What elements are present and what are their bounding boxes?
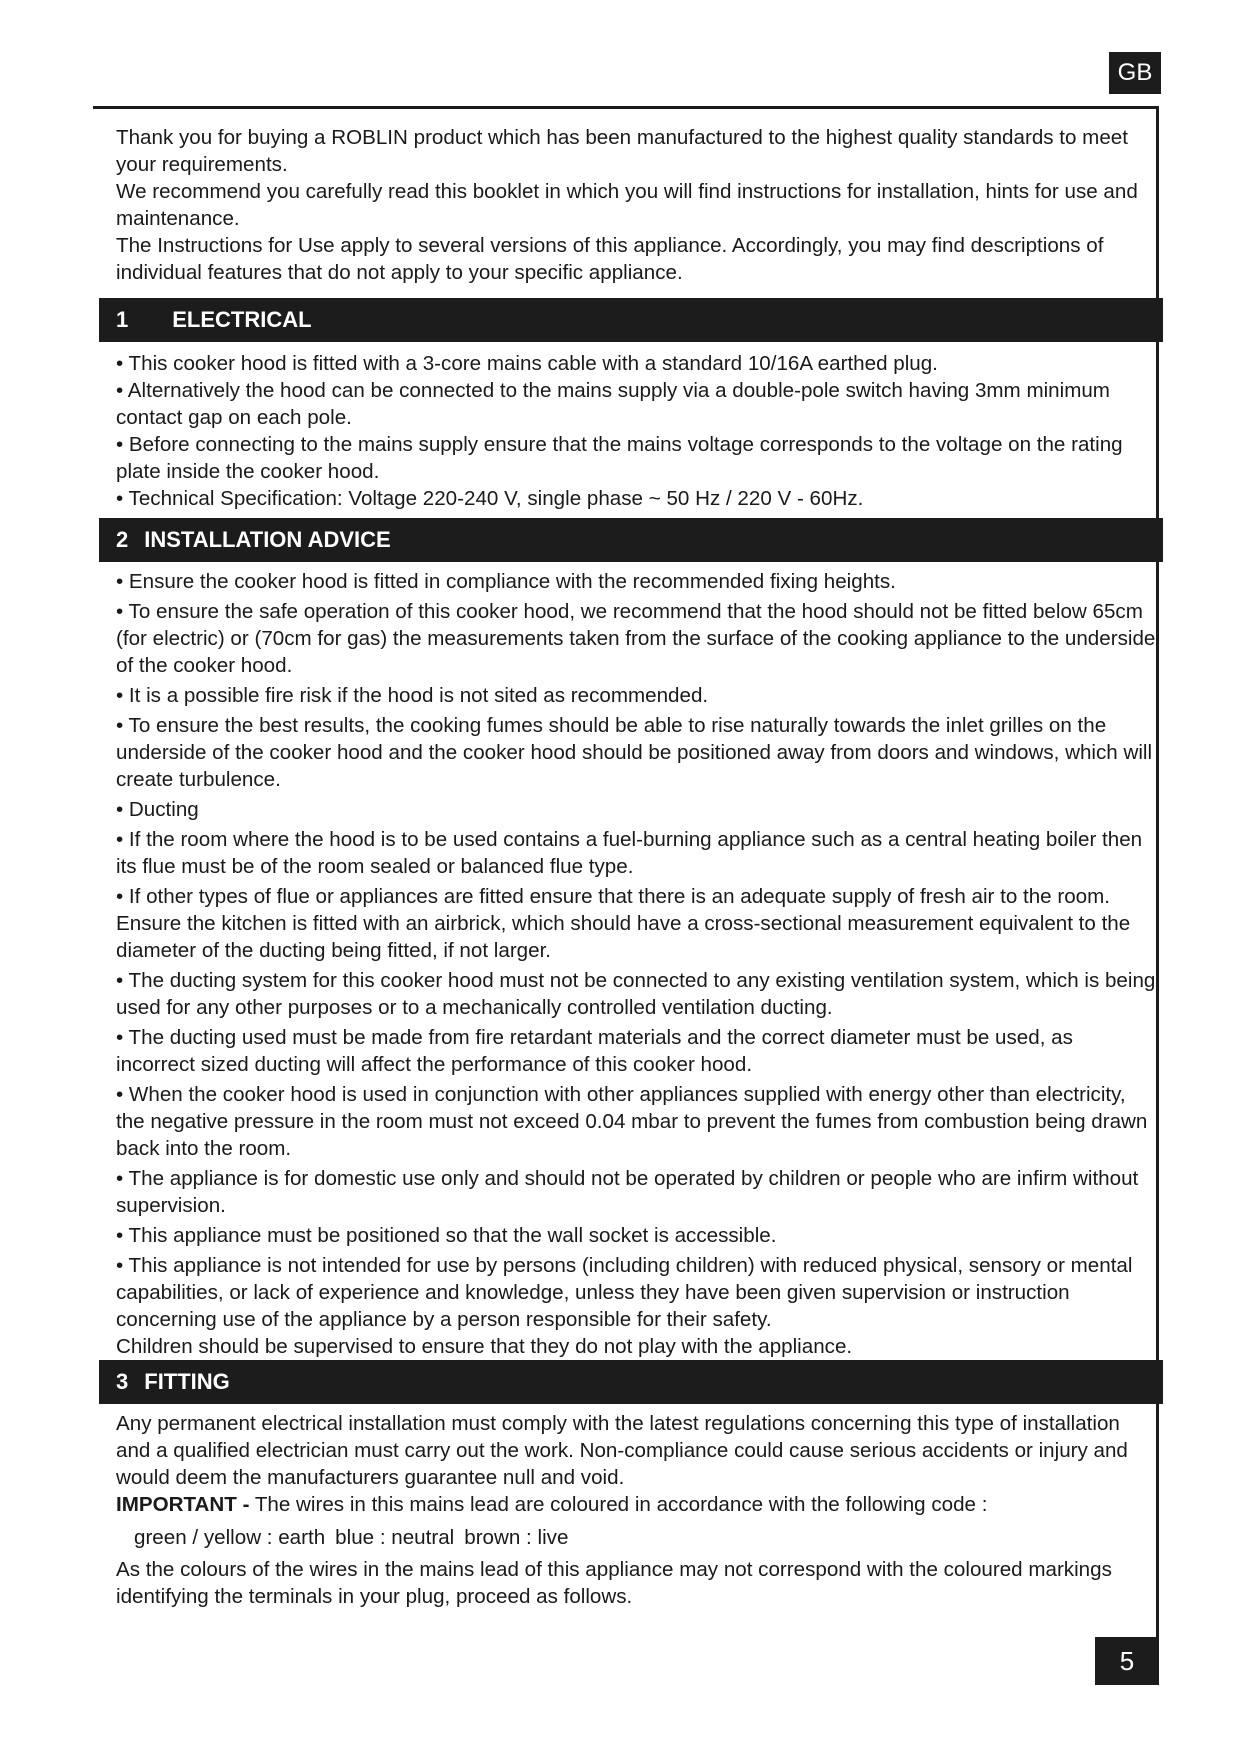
- list-item: • It is a possible fire risk if the hood is not sited as recommended.: [116, 684, 709, 707]
- list-item: • The appliance is for domestic use only and should not be operated by children or people who are infirm without supervision.: [116, 1167, 1139, 1217]
- wire-code-live: brown : live: [464, 1526, 569, 1549]
- intro: [116, 124, 1156, 286]
- list-item: • To ensure the safe operation of this cooker hood, we recommend that the hood should not be fitted below 65cm (for electric) or (70cm for gas) the measurements taken from the surface of the cooking appliance to the underside of the cooker hood.: [116, 600, 1156, 677]
- electrical-list: [116, 350, 1156, 512]
- page-number: 5: [1095, 1637, 1159, 1685]
- important-text: The wires in this mains lead are coloured in accordance with the following code :: [254, 1493, 988, 1516]
- list-item: • To ensure the best results, the cooking fumes should be able to rise naturally towards the inlet grilles on the underside of the cooker hood and the cooker hood should be positioned away from doors and windows, which will create turbulence.: [116, 714, 1153, 791]
- section-number: 2: [116, 527, 129, 552]
- language-tag: GB: [1109, 52, 1161, 94]
- fitting-content: [116, 1410, 1156, 1610]
- list-item: • The ducting used must be made from fire retardant materials and the correct diameter must be used, as incorrect sized ducting will affect the performance of this cooker hood.: [116, 1026, 1073, 1076]
- intro-paragraph: We recommend you carefully read this booklet in which you will find instructions for installation, hints for use and maintenance.: [116, 180, 1138, 230]
- list-item: • This appliance is not intended for use by persons (including children) with reduced physical, sensory or mental capabilities, or lack of experience and knowledge, unless they have been given supervision or instruction concerning use of the appliance by a person responsible for their safety.: [116, 1254, 1133, 1331]
- list-item: • When the cooker hood is used in conjunction with other appliances supplied with energy other than electricity, the negative pressure in the room must not exceed 0.04 mbar to prevent the fumes from combustion being drawn back into the room.: [116, 1083, 1148, 1160]
- list-item: • Alternatively the hood can be connected to the mains supply via a double-pole switch having 3mm minimum contact gap on each pole.: [116, 379, 1110, 429]
- list-item: • This cooker hood is fitted with a 3-core mains cable with a standard 10/16A earthed plug.: [116, 352, 938, 375]
- section-heading-fitting: [99, 1360, 1163, 1404]
- list-item: • The ducting system for this cooker hood must not be connected to any existing ventilation system, which is being used for any other purposes or to a mechanically controlled ventilation ducting.: [116, 969, 1156, 1019]
- section-heading-electrical: [99, 298, 1163, 342]
- section-title: FITTING: [144, 1369, 230, 1394]
- page-content: [116, 124, 1156, 1610]
- important-label: IMPORTANT -: [116, 1493, 250, 1516]
- intro-paragraph: The Instructions for Use apply to several versions of this appliance. Accordingly, you may find descriptions of individual features that do not apply to your specific appliance.: [116, 234, 1104, 284]
- list-item: • Ducting: [116, 798, 199, 821]
- section-title: ELECTRICAL: [172, 307, 312, 332]
- list-item: Children should be supervised to ensure that they do not play with the appliance.: [116, 1335, 853, 1358]
- wire-code-neutral: blue : neutral: [335, 1526, 455, 1549]
- installation-list: [116, 568, 1156, 1360]
- section-heading-installation: [99, 518, 1163, 562]
- list-item: • If other types of flue or appliances are fitted ensure that there is an adequate supply of fresh air to the room. Ensure the kitchen is fitted with an airbrick, which should have a cross-sectional measurement equivalent to the diameter of the ducting being fitted, if not larger.: [116, 885, 1131, 962]
- list-item: • Technical Specification: Voltage 220-240 V, single phase ~ 50 Hz / 220 V - 60Hz.: [116, 487, 864, 510]
- top-divider: [93, 106, 1158, 109]
- intro-paragraph: Thank you for buying a ROBLIN product which has been manufactured to the highest quality standards to meet your requirements.: [116, 126, 1128, 176]
- list-item: • If the room where the hood is to be used contains a fuel-burning appliance such as a central heating boiler then its flue must be of the room sealed or balanced flue type.: [116, 828, 1143, 878]
- important-note: [116, 1491, 1156, 1518]
- section-title: INSTALLATION ADVICE: [144, 527, 391, 552]
- list-item: • This appliance must be positioned so that the wall socket is accessible.: [116, 1224, 777, 1247]
- fitting-paragraph: Any permanent electrical installation must comply with the latest regulations concerning this type of installation and a qualified electrician must carry out the work. Non-compliance could cause serious accidents or injury and would deem the manufacturers guarantee null and void.: [116, 1412, 1128, 1489]
- list-item: • Before connecting to the mains supply ensure that the mains voltage corresponds to the voltage on the rating plate inside the cooker hood.: [116, 433, 1123, 483]
- fitting-closing: As the colours of the wires in the mains lead of this appliance may not correspond with the coloured markings identifying the terminals in your plug, proceed as follows.: [116, 1558, 1112, 1608]
- section-number: 3: [116, 1369, 129, 1394]
- wire-codes: [134, 1524, 1156, 1551]
- list-item: • Ensure the cooker hood is fitted in compliance with the recommended fixing heights.: [116, 570, 896, 593]
- wire-code-earth: green / yellow : earth: [134, 1526, 326, 1549]
- section-number: 1: [116, 307, 129, 332]
